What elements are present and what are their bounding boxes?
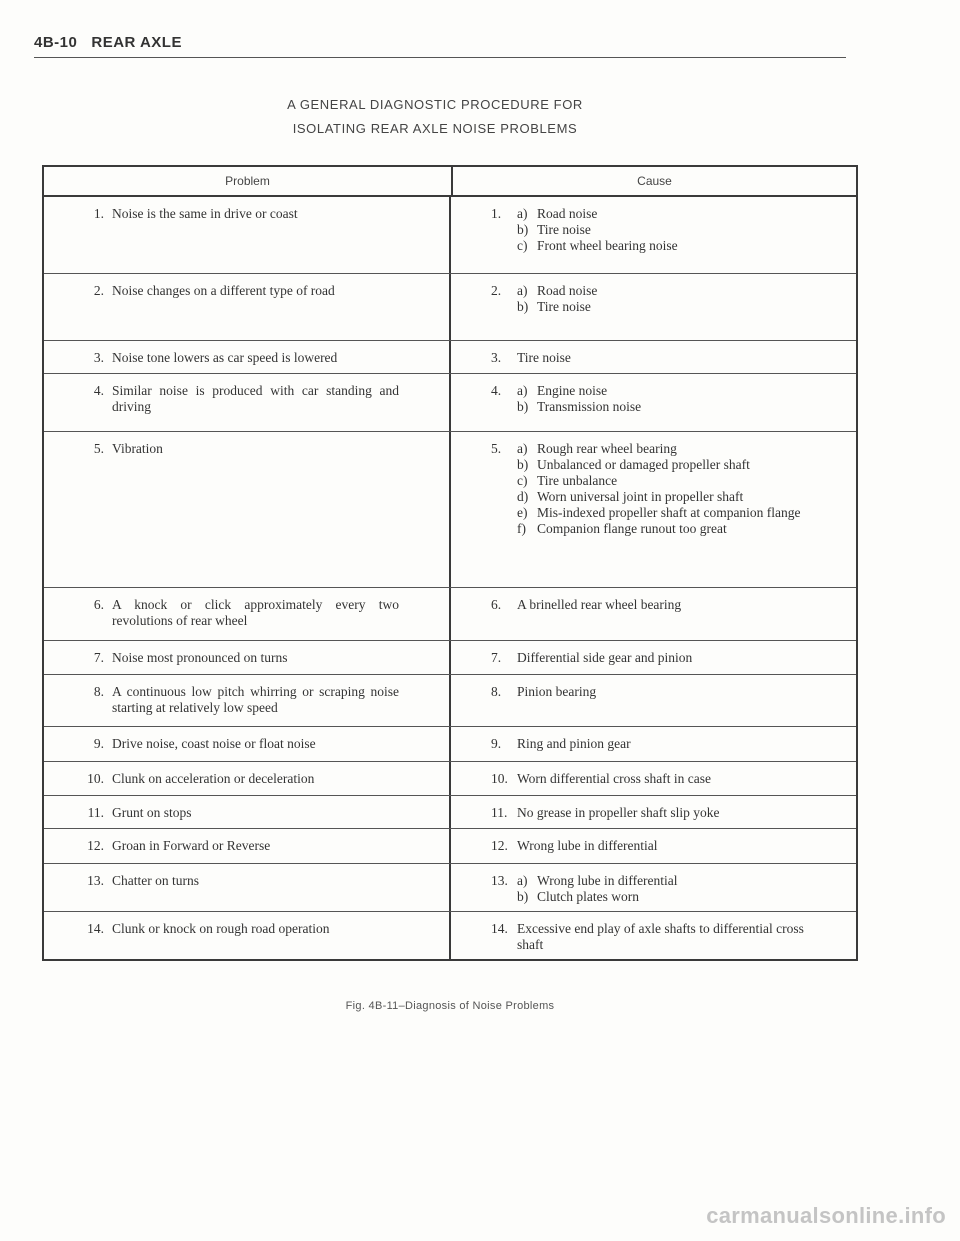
cause-text: Pinion bearing	[517, 684, 597, 700]
cause-cell	[451, 796, 856, 828]
cause-line	[491, 684, 816, 700]
cause-text: Unbalanced or damaged propeller shaft	[537, 456, 750, 472]
problem-number: 8.	[93, 684, 104, 700]
title-line-1: A GENERAL DIAGNOSTIC PROCEDURE FOR	[287, 97, 583, 112]
table-row	[44, 796, 856, 829]
cause-text: Tire noise	[537, 222, 591, 237]
cause-line	[491, 457, 816, 473]
cause-letter: a)	[517, 440, 528, 456]
document-title	[0, 93, 870, 141]
cause-number	[491, 299, 517, 315]
problem-number: 6.	[93, 596, 104, 612]
table-row	[44, 727, 856, 761]
cause-number: 4.	[491, 382, 502, 398]
cause-number	[491, 889, 517, 905]
cause-number: 11.	[491, 805, 508, 821]
cause-number: 9.	[491, 736, 502, 752]
watermark: carmanualsonline.info	[706, 1203, 946, 1228]
table-row	[44, 274, 856, 342]
cause-number	[491, 473, 517, 489]
cause-line	[491, 805, 816, 821]
table-row	[44, 341, 856, 373]
cause-line	[491, 350, 816, 366]
cause-cell	[451, 341, 856, 372]
problem-number: 12.	[87, 838, 104, 854]
cause-letter: f)	[517, 520, 526, 536]
cause-text: Wrong lube in differential	[537, 872, 678, 888]
problem-cell	[44, 197, 451, 273]
table-body	[44, 197, 856, 959]
page-header	[34, 34, 846, 58]
cause-cell	[451, 197, 856, 273]
cause-number	[491, 521, 517, 537]
cause-cell	[451, 588, 856, 640]
table-row	[44, 864, 856, 912]
problem-number: 14.	[87, 920, 104, 936]
cause-line	[491, 399, 816, 415]
cause-letter: a)	[517, 382, 528, 398]
table-row	[44, 762, 856, 796]
cause-line	[491, 771, 816, 787]
table-header	[44, 167, 856, 197]
cause-letter: a)	[517, 872, 528, 888]
cause-cell	[451, 864, 856, 911]
table-row	[44, 829, 856, 863]
cause-line	[491, 505, 816, 521]
problem-text: A continuous low pitch whirring or scraping noise starting at relatively low speed	[112, 684, 399, 716]
problem-cell	[44, 274, 451, 341]
cause-number	[491, 399, 517, 415]
table-row	[44, 641, 856, 675]
problem-text: Noise changes on a different type of road	[112, 282, 335, 298]
problem-cell	[44, 864, 451, 911]
title-line-2: ISOLATING REAR AXLE NOISE PROBLEMS	[292, 121, 578, 136]
cause-cell	[451, 829, 856, 862]
table-row	[44, 374, 856, 432]
cause-letter: d)	[517, 488, 529, 504]
problem-cell	[44, 588, 451, 640]
cause-text: Excessive end play of axle shafts to differential cross shaft	[517, 920, 804, 952]
cause-text: Tire noise	[517, 350, 571, 366]
problem-cell	[44, 641, 451, 674]
cause-text: Mis-indexed propeller shaft at companion flange	[537, 504, 801, 520]
cause-line	[491, 383, 816, 399]
cause-number	[491, 238, 517, 254]
cause-line	[491, 921, 816, 953]
table-row	[44, 588, 856, 641]
cause-text: Worn differential cross shaft in case	[517, 770, 711, 786]
column-header-cause: Cause	[637, 174, 672, 188]
cause-number: 2.	[491, 282, 502, 298]
cause-letter: e)	[517, 504, 528, 520]
cause-number: 3.	[491, 350, 502, 366]
problem-text: A knock or click approximately every two revolutions of rear wheel	[112, 596, 399, 628]
problem-number: 2.	[93, 282, 104, 298]
figure-caption: Fig. 4B-11–Diagnosis of Noise Problems	[345, 1000, 555, 1012]
cause-line	[491, 889, 816, 905]
problem-number: 11.	[87, 805, 104, 821]
table-row	[44, 432, 856, 588]
table-row	[44, 675, 856, 727]
cause-text: Road noise	[537, 282, 598, 298]
cause-letter: a)	[517, 282, 528, 298]
cause-number: 13.	[491, 872, 508, 888]
cause-number: 1.	[491, 206, 502, 221]
table-row	[44, 197, 856, 274]
cause-text: Wrong lube in differential	[517, 838, 658, 854]
cause-cell	[451, 912, 856, 959]
cause-text: Tire noise	[537, 298, 591, 314]
cause-number	[491, 505, 517, 521]
problem-cell	[44, 796, 451, 828]
section-title: REAR AXLE	[91, 34, 182, 51]
cause-text: Transmission noise	[537, 398, 642, 414]
cause-number	[491, 457, 517, 473]
cause-line	[491, 489, 816, 505]
cause-text: Ring and pinion gear	[517, 736, 631, 752]
problem-number: 9.	[93, 736, 104, 752]
problem-cell	[44, 675, 451, 726]
cause-letter: b)	[517, 222, 529, 237]
cause-line	[491, 206, 816, 222]
cause-line	[491, 597, 816, 613]
cause-text: Tire unbalance	[537, 472, 618, 488]
problem-cell	[44, 762, 451, 795]
cause-line	[491, 473, 816, 489]
cause-cell	[451, 374, 856, 431]
problem-number: 1.	[93, 206, 104, 221]
cause-cell	[451, 641, 856, 674]
cause-text: Differential side gear and pinion	[517, 649, 693, 665]
cause-number: 10.	[491, 770, 508, 786]
cause-text: Companion flange runout too great	[537, 520, 727, 536]
cause-line	[491, 736, 816, 752]
cause-line	[491, 838, 816, 854]
problem-cell	[44, 374, 451, 431]
section-code: 4B-10	[34, 34, 78, 51]
cause-number: 6.	[491, 596, 502, 612]
cause-text: Clutch plates worn	[537, 888, 639, 904]
problem-text: Drive noise, coast noise or float noise	[112, 736, 316, 752]
cause-text: Engine noise	[537, 382, 608, 398]
problem-number: 3.	[93, 350, 104, 366]
problem-text: Clunk on acceleration or deceleration	[112, 770, 315, 786]
cause-text: Road noise	[537, 206, 598, 221]
cause-letter: b)	[517, 398, 529, 414]
cause-letter: b)	[517, 888, 529, 904]
problem-text: Chatter on turns	[112, 872, 199, 888]
cause-letter: b)	[517, 298, 529, 314]
cause-line	[491, 521, 816, 537]
cause-letter: a)	[517, 206, 528, 221]
cause-number: 5.	[491, 440, 502, 456]
problem-cell	[44, 727, 451, 760]
problem-text: Clunk or knock on rough road operation	[112, 920, 330, 936]
problem-text: Similar noise is produced with car standing and driving	[112, 382, 399, 414]
cause-number: 7.	[491, 649, 502, 665]
diagnosis-table	[42, 165, 858, 961]
problem-number: 5.	[93, 440, 104, 456]
column-header-problem: Problem	[44, 167, 453, 195]
problem-number: 7.	[93, 649, 104, 665]
problem-number: 13.	[87, 872, 104, 888]
problem-text: Grunt on stops	[112, 805, 192, 821]
cause-letter: c)	[517, 472, 528, 488]
cause-line	[491, 650, 816, 666]
cause-letter: c)	[517, 238, 528, 253]
problem-cell	[44, 829, 451, 862]
cause-cell	[451, 274, 856, 341]
cause-cell	[451, 762, 856, 795]
cause-text: A brinelled rear wheel bearing	[517, 596, 682, 612]
cause-line	[491, 441, 816, 457]
cause-text: Front wheel bearing noise	[537, 238, 678, 253]
cause-line	[491, 238, 816, 254]
cause-text: Worn universal joint in propeller shaft	[537, 488, 744, 504]
problem-number: 4.	[93, 382, 104, 398]
cause-line	[491, 283, 816, 299]
cause-line	[491, 299, 816, 315]
problem-text: Vibration	[112, 440, 163, 456]
problem-text: Noise most pronounced on turns	[112, 649, 288, 665]
cause-letter: b)	[517, 456, 529, 472]
problem-cell	[44, 432, 451, 587]
problem-text: Groan in Forward or Reverse	[112, 838, 271, 854]
cause-number	[491, 222, 517, 238]
cause-number: 14.	[491, 920, 508, 936]
cause-number: 12.	[491, 838, 508, 854]
cause-line	[491, 222, 816, 238]
problem-text: Noise is the same in drive or coast	[112, 206, 298, 221]
cause-text: No grease in propeller shaft slip yoke	[517, 805, 720, 821]
problem-cell	[44, 341, 451, 372]
table-row	[44, 912, 856, 959]
cause-cell	[451, 675, 856, 726]
problem-cell	[44, 912, 451, 959]
problem-number: 10.	[87, 770, 104, 786]
cause-cell	[451, 432, 856, 587]
cause-cell	[451, 727, 856, 760]
problem-text: Noise tone lowers as car speed is lowered	[112, 350, 338, 366]
cause-text: Rough rear wheel bearing	[537, 440, 677, 456]
cause-line	[491, 873, 816, 889]
cause-number: 8.	[491, 684, 502, 700]
cause-number	[491, 489, 517, 505]
